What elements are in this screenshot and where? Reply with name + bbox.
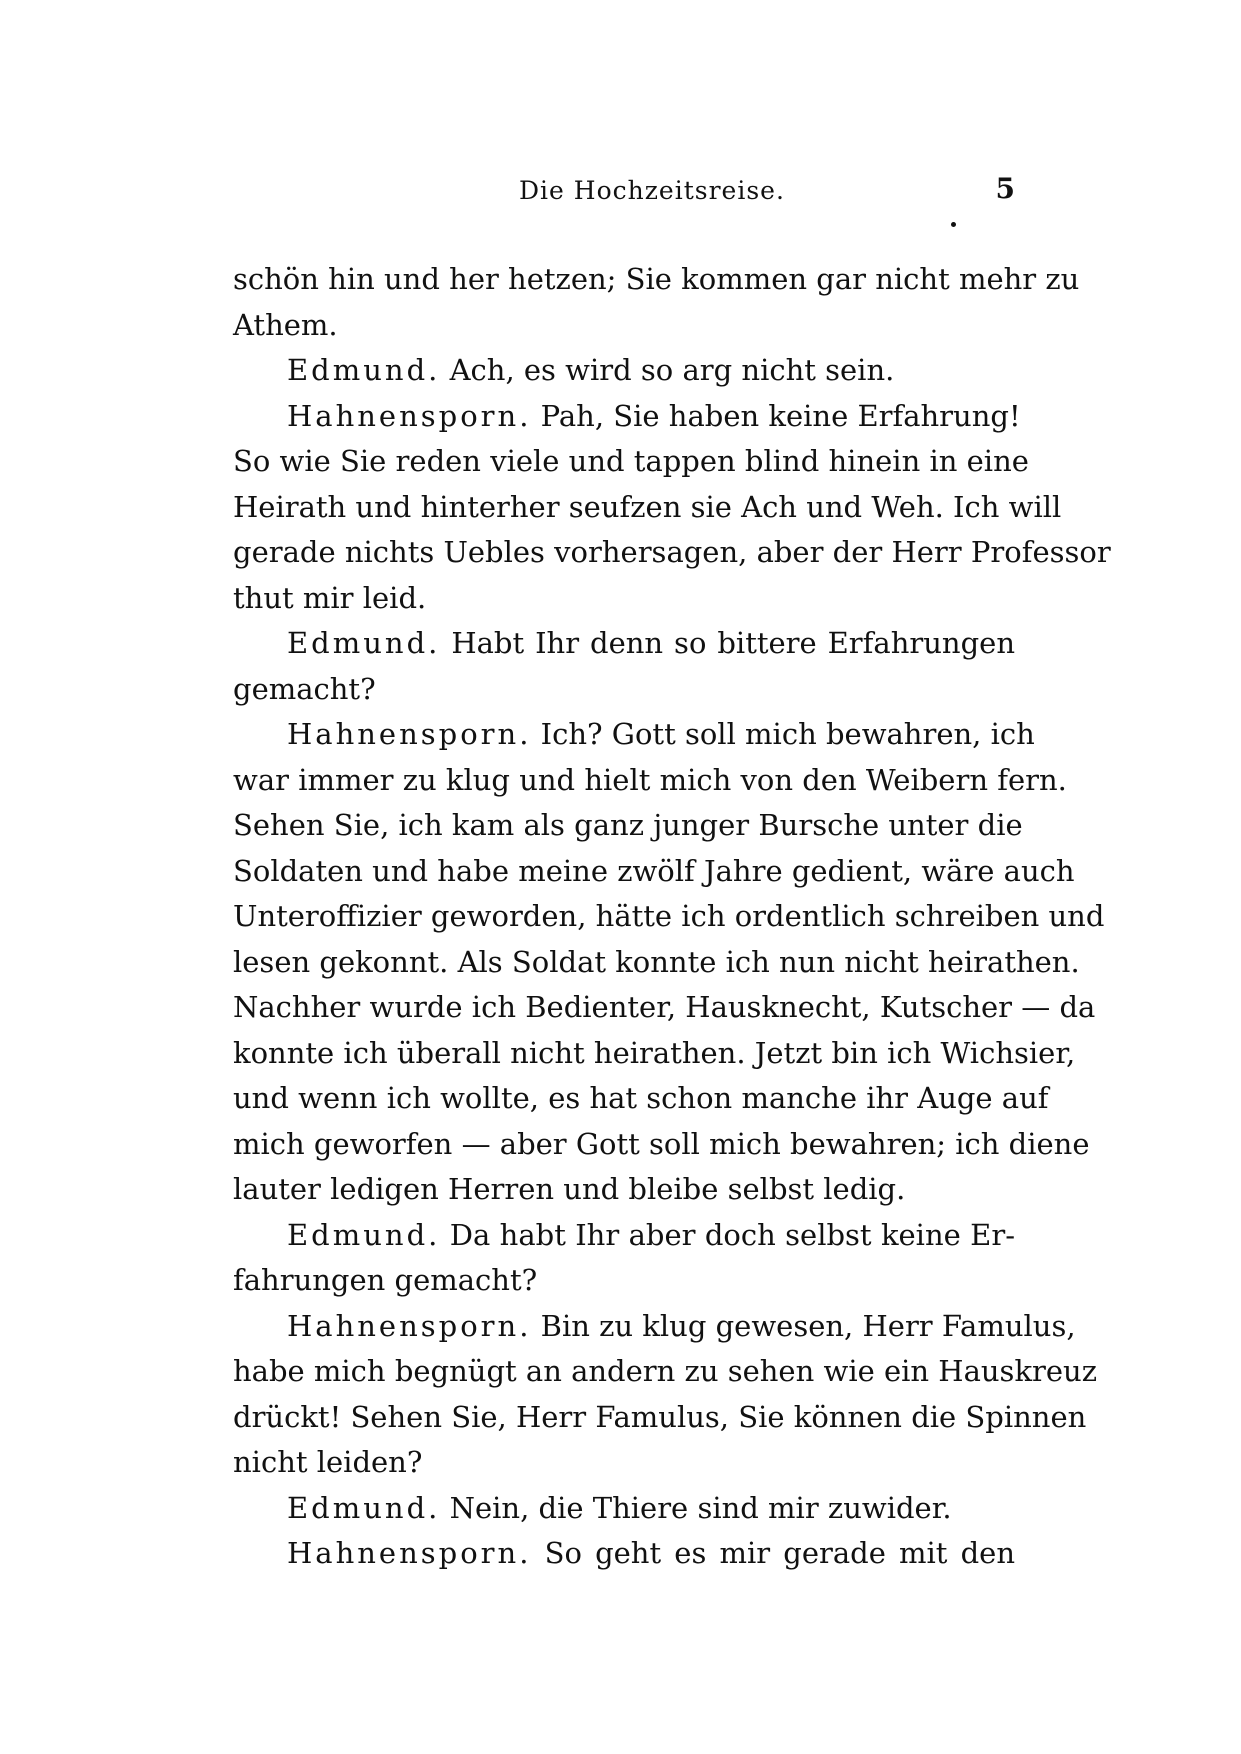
page-number: 5: [995, 172, 1015, 205]
speaker-name: Hahnensporn.: [287, 717, 532, 751]
text-line: Athem.: [233, 307, 338, 342]
speaker-name: Hahnensporn.: [287, 1308, 532, 1343]
text-line: lauter ledigen Herren und bleibe selbst ledig.: [233, 1172, 906, 1206]
text-line: Hahnensporn. Pah, Sie haben keine Erfahrung!: [287, 398, 1021, 433]
text-line: Edmund. Habt Ihr denn so bittere Erfahrungen: [287, 626, 1015, 660]
speaker-name: Hahnensporn.: [287, 1536, 532, 1570]
text-line: Nachher wurde ich Bedienter, Hausknecht, Kutscher — da: [233, 990, 1096, 1024]
text-line: Hahnensporn. Ich? Gott soll mich bewahren, ich: [287, 717, 1035, 751]
text-line: gemacht?: [233, 671, 376, 706]
text-line: drückt! Sehen Sie, Herr Famulus, Sie können die Spinnen: [233, 1399, 1087, 1434]
text-line: Sehen Sie, ich kam als ganz junger Bursche unter die: [233, 808, 1023, 842]
text-line: mich geworfen — aber Gott soll mich bewahren; ich diene: [233, 1126, 1090, 1161]
speaker-name: Edmund.: [287, 1490, 441, 1525]
text-line: konnte ich überall nicht heirathen. Jetzt bin ich Wichsier,: [233, 1035, 1076, 1070]
text-line: thut mir leid.: [233, 580, 427, 615]
running-title: Die Hochzeitsreise.: [519, 176, 785, 205]
speaker-name: Edmund.: [287, 1217, 441, 1252]
text-line: und wenn ich wollte, es hat schon manche ihr Auge auf: [233, 1081, 1049, 1115]
text-line: Edmund. Da habt Ihr aber doch selbst keine Er-: [287, 1217, 1015, 1252]
text-line: Edmund. Ach, es wird so arg nicht sein.: [287, 353, 895, 387]
text-line: Hahnensporn. Bin zu klug gewesen, Herr Famulus,: [287, 1308, 1076, 1343]
speaker-name: Edmund.: [287, 353, 441, 387]
text-line: Edmund. Nein, die Thiere sind mir zuwider.: [287, 1490, 952, 1525]
speaker-name: Hahnensporn.: [287, 398, 532, 433]
text-line: habe mich begnügt an andern zu sehen wie ein Hauskreuz: [233, 1354, 1097, 1388]
text-line: Heirath und hinterher seufzen sie Ach und Weh. Ich will: [233, 489, 1062, 524]
text-line: war immer zu klug und hielt mich von den Weibern fern.: [233, 762, 1067, 797]
text-line: Hahnensporn. So geht es mir gerade mit den: [287, 1536, 1016, 1570]
text-line: Unteroffizier geworden, hätte ich ordentlich schreiben und: [233, 899, 1105, 933]
speaker-name: Edmund.: [287, 626, 441, 660]
print-speck: [951, 222, 956, 227]
text-line: gerade nichts Uebles vorhersagen, aber der Herr Professor: [233, 535, 1111, 569]
body-text: [233, 257, 1111, 1577]
text-line: lesen gekonnt. Als Soldat konnte ich nun nicht heirathen.: [233, 944, 1080, 979]
text-line: nicht leiden?: [233, 1445, 423, 1479]
text-line: Soldaten und habe meine zwölf Jahre gedient, wäre auch: [233, 853, 1075, 888]
page-header: [233, 172, 1015, 216]
text-line: fahrungen gemacht?: [233, 1263, 538, 1297]
text-line: So wie Sie reden viele und tappen blind hinein in eine: [233, 444, 1029, 478]
text-line: schön hin und her hetzen; Sie kommen gar nicht mehr zu: [233, 262, 1080, 296]
